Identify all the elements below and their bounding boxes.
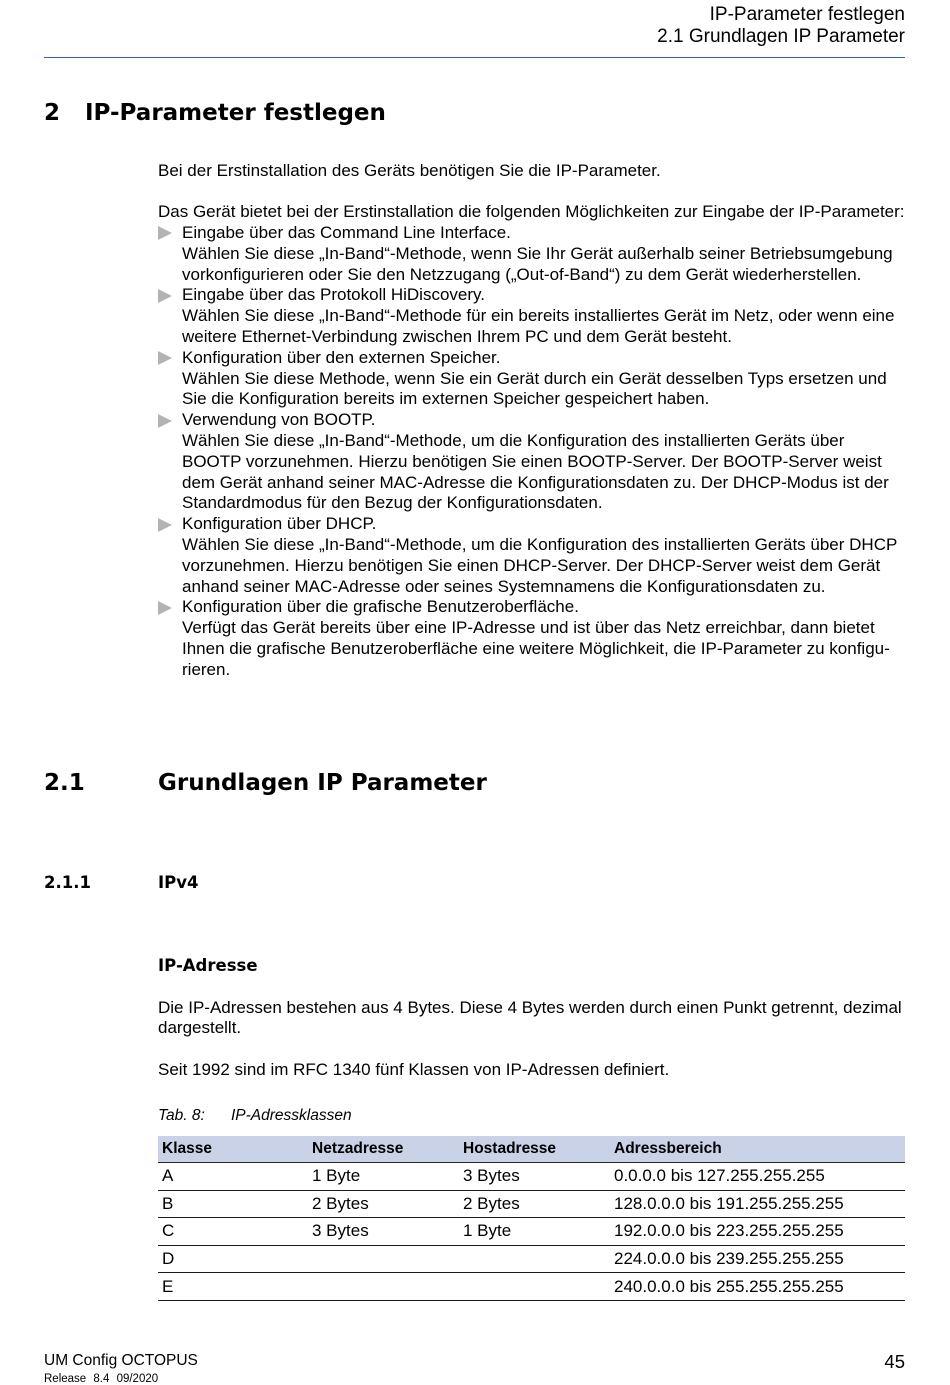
option-item	[158, 514, 918, 597]
bullet-triangle-icon	[158, 351, 172, 365]
table-header-cell: Hostadresse	[459, 1136, 610, 1163]
option-title-text: Konfiguration über die grafische Benutzeroberfläche.	[182, 597, 579, 617]
table-cell: 3 Bytes	[459, 1163, 610, 1191]
footer-release: Release 8.4 09/2020	[44, 1373, 159, 1385]
chapter-number: 2	[44, 100, 61, 126]
table-cell	[308, 1273, 459, 1301]
table-cell: 0.0.0.0 bis 127.255.255.255	[610, 1163, 905, 1191]
paragraph-line: Die IP-Adressen bestehen aus 4 Bytes. Diese 4 Bytes werden durch einen Punkt getrennt, dezimal	[158, 997, 902, 1017]
paragraph-gap	[158, 181, 918, 202]
option-item	[158, 410, 918, 514]
running-header-chapter: IP-Parameter festlegen	[709, 4, 905, 25]
ip-address-paragraph	[158, 998, 918, 1081]
section-number: 2.1	[44, 770, 85, 796]
intro-lead: Bei der Erstinstallation des Geräts benötigen Sie die IP-Parameter.	[158, 160, 661, 180]
table-header-cell: Netzadresse	[308, 1136, 459, 1163]
option-description-line: Wählen Sie diese Methode, wenn Sie ein Gerät durch ein Gerät desselben Typs ersetzen und	[182, 368, 887, 388]
header-rule	[44, 57, 905, 58]
option-item	[158, 348, 918, 410]
chapter-title: IP-Parameter festlegen	[85, 100, 386, 126]
intro-section	[158, 161, 918, 681]
option-description-line: rieren.	[182, 659, 231, 679]
bullet-triangle-icon	[158, 414, 172, 428]
table-row	[158, 1218, 905, 1246]
table-header-cell: Adressbereich	[610, 1136, 905, 1163]
option-description-line: Verfügt das Gerät bereits über eine IP-Adresse und ist über das Netz erreichbar, dann bietet	[182, 618, 875, 638]
section-heading	[0, 769, 950, 797]
running-header-section: 2.1 Grundlagen IP Parameter	[657, 26, 905, 47]
paragraph-line: dargestellt.	[158, 1018, 242, 1038]
option-title-text: Eingabe über das Protokoll HiDiscovery.	[182, 285, 485, 305]
option-title	[182, 223, 918, 244]
table-cell: C	[158, 1218, 308, 1246]
table-cell: 1 Byte	[459, 1218, 610, 1246]
table-row	[158, 1163, 905, 1191]
option-description-line: Ihnen die grafische Benutzeroberfläche eine weitere Möglichkeit, die IP-Parameter zu konfigu-	[182, 638, 890, 658]
subsection-number: 2.1.1	[44, 873, 91, 892]
option-item	[158, 223, 918, 285]
bullet-triangle-icon	[158, 289, 172, 303]
table-cell: 192.0.0.0 bis 223.255.255.255	[610, 1218, 905, 1246]
table-cell: 240.0.0.0 bis 255.255.255.255	[610, 1273, 905, 1301]
table-cell: A	[158, 1163, 308, 1191]
table-row	[158, 1245, 905, 1273]
table-row	[158, 1190, 905, 1218]
table-caption-title: IP-Adressklassen	[231, 1106, 352, 1124]
table-cell: D	[158, 1245, 308, 1273]
option-title-text: Verwendung von BOOTP.	[182, 410, 376, 430]
table-cell: B	[158, 1190, 308, 1218]
table-header-cell: Klasse	[158, 1136, 308, 1163]
option-title	[182, 285, 918, 306]
table-caption-label: Tab. 8:	[158, 1106, 205, 1124]
table-row	[158, 1273, 905, 1301]
option-title	[182, 597, 918, 618]
table-cell: 128.0.0.0 bis 191.255.255.255	[610, 1190, 905, 1218]
topic-title: IP-Adresse	[158, 956, 258, 975]
option-description-line: Standardmodus für den Bezug der Konfigurationsdaten.	[182, 493, 603, 513]
option-title-text: Konfiguration über den externen Speicher.	[182, 347, 501, 367]
option-item	[158, 597, 918, 680]
option-title-text: Eingabe über das Command Line Interface.	[182, 222, 511, 242]
option-description-line: Sie die Konfiguration bereits im externen Speicher gespeichert haben.	[182, 389, 710, 409]
option-description-line: Wählen Sie diese „In-Band“-Methode, um die Konfiguration des installierten Geräts über DHCP	[182, 534, 898, 554]
option-title-text: Konfiguration über DHCP.	[182, 514, 377, 534]
option-title	[182, 410, 918, 431]
table-cell: 224.0.0.0 bis 239.255.255.255	[610, 1245, 905, 1273]
table-cell: E	[158, 1273, 308, 1301]
option-description-line: dem Gerät anhand seiner MAC-Adresse die Konfigurationsdaten zu. Der DHCP-Modus ist der	[182, 472, 889, 492]
chapter-heading	[0, 99, 950, 127]
table-header-row	[158, 1136, 905, 1163]
bullet-triangle-icon	[158, 226, 172, 240]
bullet-triangle-icon	[158, 518, 172, 532]
table-cell: 2 Bytes	[459, 1190, 610, 1218]
option-description-line: weitere Ethernet-Verbindung zwischen Ihrem PC und dem Gerät besteht.	[182, 326, 732, 346]
options-lead: Das Gerät bietet bei der Erstinstallation die folgenden Möglichkeiten zur Eingabe der IP-Parameter:	[158, 202, 905, 222]
option-description-line: Wählen Sie diese „In-Band“-Methode für ein bereits installiertes Gerät im Netz, oder wenn eine	[182, 306, 895, 326]
option-item	[158, 285, 918, 347]
paragraph-gap	[158, 1039, 918, 1060]
option-description-line: vorzunehmen. Hierzu benötigen Sie einen DHCP-Server. Der DHCP-Server weist dem Gerät	[182, 555, 881, 575]
classes-note: Seit 1992 sind im RFC 1340 fünf Klassen von IP-Adressen definiert.	[158, 1059, 670, 1079]
table-cell	[459, 1273, 610, 1301]
table-cell: 1 Byte	[308, 1163, 459, 1191]
table-cell: 2 Bytes	[308, 1190, 459, 1218]
table-cell	[459, 1245, 610, 1273]
option-description-line: anhand seiner MAC-Adresse oder seines Systemnamens die Konfigurationsdaten zu.	[182, 576, 826, 596]
page-number: 45	[884, 1351, 905, 1372]
option-description-line: Wählen Sie diese „In-Band“-Methode, wenn Sie Ihr Gerät außerhalb seiner Betriebsumgebung	[182, 243, 893, 263]
option-description-line: Wählen Sie diese „In-Band“-Methode, um die Konfiguration des installierten Geräts über	[182, 430, 845, 450]
table-cell: 3 Bytes	[308, 1218, 459, 1246]
topic-heading	[0, 956, 950, 976]
section-title: Grundlagen IP Parameter	[158, 770, 487, 796]
footer-manual-title: UM Config OCTOPUS	[44, 1352, 198, 1369]
bullet-triangle-icon	[158, 601, 172, 615]
option-title	[182, 514, 918, 535]
subsection-title: IPv4	[158, 873, 199, 892]
option-title	[182, 348, 918, 369]
subsection-heading	[0, 873, 950, 893]
option-description-line: vorkonfigurieren oder Sie den Netzzugang („Out-of-Band“) zu dem Gerät wiederherstellen.	[182, 264, 862, 284]
table-cell	[308, 1245, 459, 1273]
option-description-line: BOOTP vorzunehmen. Hierzu benötigen Sie einen BOOTP-Server. Der BOOTP-Server weist	[182, 451, 882, 471]
ip-address-classes-table	[158, 1136, 905, 1301]
